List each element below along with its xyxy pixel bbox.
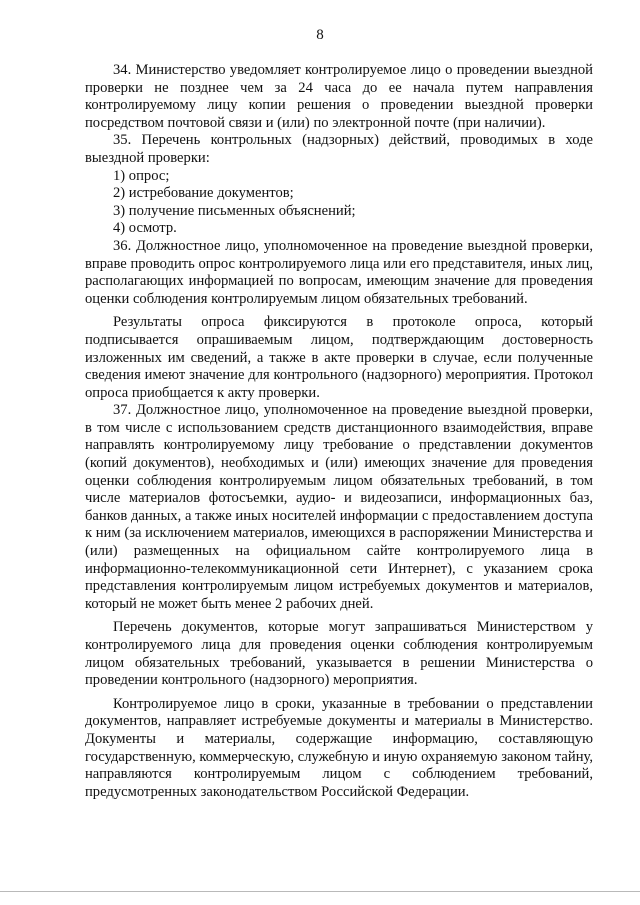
paragraph-34: 34. Министерство уведомляет контролируемое лицо о проведении выездной проверки не позднее чем за 24 часа до ее начала путем направления контролируемому лицу копии решения о проведении выездной проверки посредством почтовой связи и (или) по электронной почте (при наличии). bbox=[85, 62, 593, 131]
document-body bbox=[85, 62, 593, 801]
paragraph-36-results: Результаты опроса фиксируются в протоколе опроса, который подписывается опрашиваемым лицом, подтверждающим достоверность изложенных им сведений, а также в акте проверки в случае, если полученные сведения имеют значение для контрольного (надзорного) мероприятия. Протокол опроса приобщается к акту проверки. bbox=[85, 314, 593, 401]
list-item-4: 4) осмотр. bbox=[113, 220, 177, 237]
list-item-2: 2) истребование документов; bbox=[113, 185, 294, 202]
paragraph-37-submission: Контролируемое лицо в сроки, указанные в требовании о представлении документов, направляет истребуемые документы и материалы в Министерство. Документы и материалы, содержащие информацию, составляющую государственную, коммерческую, служебную и иную охраняемую законом тайну, направляются контролируемым лицом с соблюдением требований, предусмотренных законодательством Российской Федерации. bbox=[85, 695, 593, 800]
paragraph-36: 36. Должностное лицо, уполномоченное на проведение выездной проверки, вправе проводить опрос контролируемого лица или его представителя, иных лиц, располагающих информацией по вопросам, имеющим значение для проведения оценки соблюдения контролируемым лицом обязательных требований. bbox=[85, 237, 593, 307]
paragraph-37-documents-list: Перечень документов, которые могут запрашиваться Министерством у контролируемого лица для проведения оценки соблюдения контролируемым лицом обязательных требований, указывается в решении Министерства о проведении контрольного (надзорного) мероприятия. bbox=[85, 619, 593, 689]
page-bottom-edge bbox=[0, 891, 640, 892]
paragraph-35: 35. Перечень контрольных (надзорных) действий, проводимых в ходе выездной проверки: bbox=[85, 132, 593, 166]
paragraph-37: 37. Должностное лицо, уполномоченное на проведение выездной проверки, в том числе с использованием средств дистанционного взаимодействия, вправе направлять контролируемому лицу требование о представлении документов (копий документов), необходимых и (или) имеющих значение для проведения оценки соблюдения контролируемым лицом обязательных требований, в том числе материалов фотосъемки, аудио- и видеозаписи, информационных баз, банков данных, а также иных носителей информации с предоставлением доступа к ним (за исключением материалов, имеющихся в распоряжении Министерства и (или) размещенных на официальном сайте контролируемого лица в информационно-телекоммуникационной сети Интернет), с указанием срока представления контролируемым лицом истребуемых документов и материалов, который не может быть менее 2 рабочих дней. bbox=[85, 402, 593, 612]
page-number: 8 bbox=[316, 27, 324, 43]
list-item-1: 1) опрос; bbox=[113, 167, 170, 184]
list-item-3: 3) получение письменных объяснений; bbox=[113, 202, 356, 219]
